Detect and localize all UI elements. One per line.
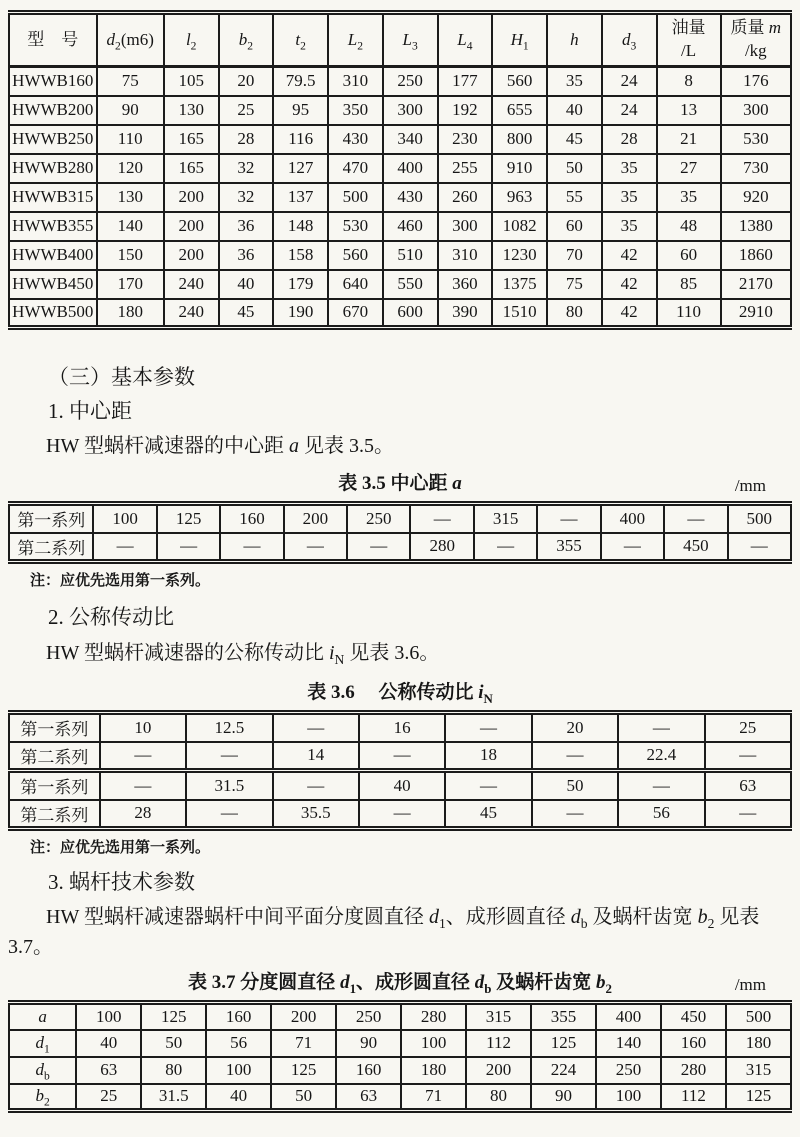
table-row [9, 270, 791, 299]
column-header: $d_3$ [602, 13, 657, 67]
table-cell: 355 [531, 1003, 596, 1030]
table-cell: 125 [271, 1057, 336, 1084]
table-cell: 430 [328, 125, 383, 154]
table-row [9, 67, 791, 96]
table-row [9, 713, 791, 742]
table-cell: 315 [726, 1057, 791, 1084]
table-cell: 530 [328, 212, 383, 241]
table-cell: 48 [657, 212, 721, 241]
table-cell: 35 [602, 183, 657, 212]
caption-table-3-7 [8, 971, 792, 995]
table-cell: 300 [721, 96, 791, 125]
table-cell: 1380 [721, 212, 791, 241]
table-cell: 28 [219, 125, 274, 154]
table-cell: 80 [547, 299, 602, 328]
table-cell: 160 [220, 504, 283, 533]
table-cell: 190 [273, 299, 328, 328]
table-cell: 100 [93, 504, 156, 533]
column-header: 质量 m /kg [721, 13, 791, 67]
table-cell: 200 [164, 241, 219, 270]
row-label: a [9, 1003, 76, 1030]
table-cell: 2170 [721, 270, 791, 299]
table-cell: 130 [97, 183, 164, 212]
table-cell: 360 [438, 270, 493, 299]
table-cell: 400 [601, 504, 664, 533]
table-cell: 75 [97, 67, 164, 96]
table-cell: 50 [532, 771, 618, 800]
table-cell: 105 [164, 67, 219, 96]
table-cell: — [474, 533, 537, 562]
reducer-dimension-table [8, 10, 792, 330]
table-cell: 42 [602, 299, 657, 328]
table-cell: — [347, 533, 410, 562]
row-label: HWWB315 [9, 183, 97, 212]
table-cell: 70 [547, 241, 602, 270]
table-row [9, 154, 791, 183]
para-worm-params: HW 型蜗杆减速器蜗杆中间平面分度圆直径 $d_1$、成形圆直径 $d_b$ 及蜗杆齿宽 $b_2$ 见表 3.7。 [8, 906, 760, 958]
column-header: h [547, 13, 602, 67]
table-cell: 240 [164, 270, 219, 299]
table-cell: 45 [547, 125, 602, 154]
table-cell: 800 [492, 125, 547, 154]
column-header: $L_2$ [328, 13, 383, 67]
table-cell: 165 [164, 154, 219, 183]
row-label: $d_1$ [9, 1030, 76, 1057]
table-row [9, 241, 791, 270]
table-cell: 100 [206, 1057, 271, 1084]
table-cell: — [601, 533, 664, 562]
table-cell: 14 [273, 742, 359, 771]
table-cell: 63 [76, 1057, 141, 1084]
table-cell: 120 [97, 154, 164, 183]
column-header: $b_2$ [219, 13, 274, 67]
table-cell: 24 [602, 96, 657, 125]
table-cell: — [445, 771, 531, 800]
table-cell: 137 [273, 183, 328, 212]
column-header: $L_4$ [438, 13, 493, 67]
table-cell: 192 [438, 96, 493, 125]
row-label: HWWB400 [9, 241, 97, 270]
table-cell: 200 [271, 1003, 336, 1030]
table-cell: 100 [596, 1084, 661, 1111]
row-label: 第二系列 [9, 742, 100, 771]
column-header: 型 号 [9, 13, 97, 67]
table-cell: 655 [492, 96, 547, 125]
table-row [9, 212, 791, 241]
row-label: HWWB450 [9, 270, 97, 299]
row-label: HWWB160 [9, 67, 97, 96]
table-cell: 315 [466, 1003, 531, 1030]
heading-worm-params: 3. 蜗杆技术参数 [48, 870, 195, 894]
table-cell: 90 [97, 96, 164, 125]
table-cell: 430 [383, 183, 438, 212]
table-cell: — [445, 713, 531, 742]
table-cell: 250 [383, 67, 438, 96]
table-cell: 280 [410, 533, 473, 562]
table-cell: 180 [726, 1030, 791, 1057]
table-cell: 340 [383, 125, 438, 154]
table-cell: 230 [438, 125, 493, 154]
heading-transmission-ratio: 2. 公称传动比 [48, 605, 174, 629]
row-label: $d_b$ [9, 1057, 76, 1084]
para-center-distance: HW 型蜗杆减速器的中心距 a 见表 3.5。 [46, 435, 394, 457]
table-cell: 60 [547, 212, 602, 241]
table-cell: 250 [347, 504, 410, 533]
table-cell: — [705, 800, 791, 829]
row-label: $b_2$ [9, 1084, 76, 1111]
table-cell: 90 [531, 1084, 596, 1111]
table-cell: — [284, 533, 347, 562]
column-header: $H_1$ [492, 13, 547, 67]
table-cell: 250 [596, 1057, 661, 1084]
table-cell: 224 [531, 1057, 596, 1084]
table-row [9, 1030, 791, 1057]
table-cell: 530 [721, 125, 791, 154]
table-cell: 200 [284, 504, 347, 533]
table-cell: — [220, 533, 283, 562]
transmission-ratio-table [8, 710, 792, 831]
table-cell: 110 [97, 125, 164, 154]
row-label: HWWB200 [9, 96, 97, 125]
table-cell: 510 [383, 241, 438, 270]
table-cell: 50 [141, 1030, 206, 1057]
table-cell: 90 [336, 1030, 401, 1057]
table-row [9, 800, 791, 829]
table-row [9, 183, 791, 212]
table-cell: 240 [164, 299, 219, 328]
caption-text: 表 3.5 中心距 a [338, 473, 462, 494]
table-cell: 470 [328, 154, 383, 183]
table-cell: 31.5 [141, 1084, 206, 1111]
caption-text: 表 3.6 公称传动比 $i_N$ [307, 682, 493, 706]
table-cell: — [100, 771, 186, 800]
table-cell: 310 [438, 241, 493, 270]
table-cell: 55 [547, 183, 602, 212]
table-cell: 300 [383, 96, 438, 125]
table-cell: 75 [547, 270, 602, 299]
table-cell: 85 [657, 270, 721, 299]
unit-label: /mm [734, 476, 766, 495]
table-cell: 1230 [492, 241, 547, 270]
table-row [9, 1003, 791, 1030]
table-cell: 40 [219, 270, 274, 299]
table-cell: 56 [206, 1030, 271, 1057]
table-cell: — [618, 771, 704, 800]
table-cell: 150 [97, 241, 164, 270]
table-cell: 158 [273, 241, 328, 270]
table-cell: 112 [661, 1084, 726, 1111]
table-cell: 400 [596, 1003, 661, 1030]
column-header: $L_3$ [383, 13, 438, 67]
table-cell: 112 [466, 1030, 531, 1057]
table-cell: 280 [401, 1003, 466, 1030]
table-cell: 8 [657, 67, 721, 96]
table-cell: 180 [97, 299, 164, 328]
table-cell: 40 [359, 771, 445, 800]
table-cell: 176 [721, 67, 791, 96]
table-cell: 35 [602, 212, 657, 241]
table-cell: 460 [383, 212, 438, 241]
table-cell: 179 [273, 270, 328, 299]
table-cell: 20 [219, 67, 274, 96]
table-cell: — [532, 800, 618, 829]
table-cell: 42 [602, 241, 657, 270]
table-cell: 40 [547, 96, 602, 125]
table-cell: 79.5 [273, 67, 328, 96]
table-cell: — [157, 533, 220, 562]
note-table-3-6: 注：应优先选用第一系列。 [30, 840, 211, 856]
note-table-3-5: 注：应优先选用第一系列。 [30, 573, 211, 589]
table-cell: 100 [401, 1030, 466, 1057]
caption-table-3-6 [8, 681, 792, 705]
table-row [9, 1084, 791, 1111]
table-cell: 600 [383, 299, 438, 328]
table-cell: 315 [474, 504, 537, 533]
row-label: 第二系列 [9, 800, 100, 829]
table-cell: 355 [537, 533, 600, 562]
row-label: 第一系列 [9, 713, 100, 742]
table-row [9, 504, 791, 533]
table-cell: 390 [438, 299, 493, 328]
table-cell: 500 [726, 1003, 791, 1030]
table-cell: 42 [602, 270, 657, 299]
table-cell: 1510 [492, 299, 547, 328]
table-row [9, 1057, 791, 1084]
table-cell: 80 [141, 1057, 206, 1084]
table-cell: 80 [466, 1084, 531, 1111]
table-cell: 125 [157, 504, 220, 533]
table-cell: 40 [206, 1084, 271, 1111]
table-cell: 127 [273, 154, 328, 183]
table-row [9, 771, 791, 800]
table-cell: 63 [705, 771, 791, 800]
row-label: 第二系列 [9, 533, 93, 562]
center-distance-table [8, 501, 792, 564]
table-cell: 50 [547, 154, 602, 183]
table-cell: 450 [664, 533, 727, 562]
table-cell: 71 [401, 1084, 466, 1111]
table-cell: 1860 [721, 241, 791, 270]
table-cell: 116 [273, 125, 328, 154]
table-cell: — [618, 713, 704, 742]
table-cell: 50 [271, 1084, 336, 1111]
heading-center-distance: 1. 中心距 [48, 399, 132, 423]
table-cell: 200 [164, 183, 219, 212]
table-cell: — [664, 504, 727, 533]
table-row [9, 533, 791, 562]
row-label: 第一系列 [9, 504, 93, 533]
section-heading-basic-params: （三）基本参数 [48, 365, 195, 389]
table-cell: 18 [445, 742, 531, 771]
table-cell: 16 [359, 713, 445, 742]
table-cell: 310 [328, 67, 383, 96]
row-label: 第一系列 [9, 771, 100, 800]
table-cell: 32 [219, 183, 274, 212]
column-header: $t_2$ [273, 13, 328, 67]
table-cell: 35 [657, 183, 721, 212]
table-cell: 180 [401, 1057, 466, 1084]
table-cell: 1082 [492, 212, 547, 241]
table-cell: 22.4 [618, 742, 704, 771]
table-cell: 35.5 [273, 800, 359, 829]
table-cell: 350 [328, 96, 383, 125]
table-cell: 100 [76, 1003, 141, 1030]
table-cell: 35 [547, 67, 602, 96]
table-cell: 160 [336, 1057, 401, 1084]
row-label: HWWB280 [9, 154, 97, 183]
table-cell: 160 [206, 1003, 271, 1030]
table-cell: — [532, 742, 618, 771]
table-cell: 200 [164, 212, 219, 241]
table-cell: 260 [438, 183, 493, 212]
table-cell: — [186, 742, 272, 771]
table-cell: 500 [728, 504, 791, 533]
table-cell: 730 [721, 154, 791, 183]
table-cell: 280 [661, 1057, 726, 1084]
table-cell: 56 [618, 800, 704, 829]
table-cell: — [359, 742, 445, 771]
table-cell: 250 [336, 1003, 401, 1030]
table-cell: 28 [602, 125, 657, 154]
caption-text: 表 3.7 分度圆直径 $d_1$、成形圆直径 $d_b$ 及蜗杆齿宽 $b_2$ [188, 972, 612, 996]
caption-table-3-5 [8, 472, 792, 496]
table-cell: 177 [438, 67, 493, 96]
table-cell: 160 [661, 1030, 726, 1057]
table-cell: 28 [100, 800, 186, 829]
table-cell: 450 [661, 1003, 726, 1030]
worm-parameters-table [8, 1000, 792, 1113]
table-cell: 130 [164, 96, 219, 125]
table-cell: 31.5 [186, 771, 272, 800]
table-cell: 560 [328, 241, 383, 270]
table-cell: 1375 [492, 270, 547, 299]
table-cell: 125 [726, 1084, 791, 1111]
table-cell: 148 [273, 212, 328, 241]
table-cell: 63 [336, 1084, 401, 1111]
table-cell: 670 [328, 299, 383, 328]
table-cell: 110 [657, 299, 721, 328]
table-cell: — [93, 533, 156, 562]
table-cell: — [537, 504, 600, 533]
table-cell: 45 [445, 800, 531, 829]
table-cell: 45 [219, 299, 274, 328]
table-cell: 400 [383, 154, 438, 183]
table-cell: 20 [532, 713, 618, 742]
table-cell: 71 [271, 1030, 336, 1057]
table-cell: 32 [219, 154, 274, 183]
column-header: $l_2$ [164, 13, 219, 67]
table-cell: 40 [76, 1030, 141, 1057]
table-cell: 200 [466, 1057, 531, 1084]
row-label: HWWB250 [9, 125, 97, 154]
table-cell: 21 [657, 125, 721, 154]
table-cell: 640 [328, 270, 383, 299]
table-cell: 125 [141, 1003, 206, 1030]
table-cell: 60 [657, 241, 721, 270]
table-cell: 2910 [721, 299, 791, 328]
table-row [9, 96, 791, 125]
table-cell: — [100, 742, 186, 771]
table-cell: 36 [219, 212, 274, 241]
table-cell: 125 [531, 1030, 596, 1057]
table-row [9, 125, 791, 154]
table-cell: — [359, 800, 445, 829]
table-cell: 300 [438, 212, 493, 241]
row-label: HWWB500 [9, 299, 97, 328]
unit-label: /mm [734, 975, 766, 994]
table-cell: — [728, 533, 791, 562]
column-header: $d_2(m6)$ [97, 13, 164, 67]
table-cell: 25 [705, 713, 791, 742]
table-cell: 24 [602, 67, 657, 96]
table-row [9, 299, 791, 328]
table-cell: 255 [438, 154, 493, 183]
table-cell: — [273, 771, 359, 800]
table-cell: 36 [219, 241, 274, 270]
table-cell: 910 [492, 154, 547, 183]
table-cell: — [410, 504, 473, 533]
table-cell: 13 [657, 96, 721, 125]
table-cell: — [186, 800, 272, 829]
table-cell: 560 [492, 67, 547, 96]
table-cell: 920 [721, 183, 791, 212]
table-cell: — [273, 713, 359, 742]
table-cell: 10 [100, 713, 186, 742]
column-header: 油量 /L [657, 13, 721, 67]
table-cell: 500 [328, 183, 383, 212]
table-cell: 35 [602, 154, 657, 183]
para-transmission-ratio: HW 型蜗杆减速器的公称传动比 $i_N$ 见表 3.6。 [46, 642, 440, 667]
table-cell: — [705, 742, 791, 771]
table-cell: 12.5 [186, 713, 272, 742]
table-cell: 27 [657, 154, 721, 183]
row-label: HWWB355 [9, 212, 97, 241]
table-cell: 95 [273, 96, 328, 125]
table-cell: 963 [492, 183, 547, 212]
table-row [9, 742, 791, 771]
table-cell: 140 [97, 212, 164, 241]
table-cell: 25 [76, 1084, 141, 1111]
table-cell: 550 [383, 270, 438, 299]
table-cell: 165 [164, 125, 219, 154]
table-cell: 25 [219, 96, 274, 125]
table-cell: 140 [596, 1030, 661, 1057]
table-cell: 170 [97, 270, 164, 299]
